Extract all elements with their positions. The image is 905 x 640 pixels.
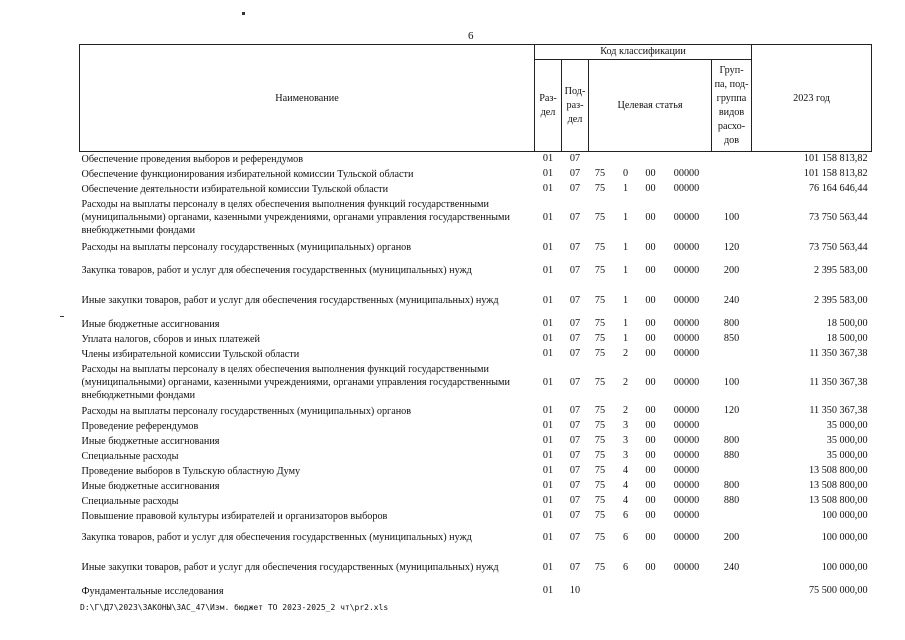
row-target-subprogram: 1 xyxy=(622,183,629,194)
row-target-subprogram: 1 xyxy=(622,294,629,306)
row-target-direction xyxy=(640,152,662,167)
row-name: Расходы на выплаты персоналу государственных (муниципальных) органов xyxy=(81,405,412,417)
row-razdel: 01 xyxy=(542,420,554,431)
row-group: 850 xyxy=(723,333,740,344)
row-amount: 73 750 563,44 xyxy=(808,211,868,223)
row-razdel: 01 xyxy=(542,264,554,276)
column-header-classification: Код классификации xyxy=(535,45,752,60)
row-razdel: 01 xyxy=(542,333,554,344)
row-target-subprogram: 4 xyxy=(622,495,629,506)
row-razdel: 01 xyxy=(542,405,554,416)
row-name: Специальные расходы xyxy=(81,495,179,507)
row-amount: 18 500,00 xyxy=(826,318,868,329)
row-razdel: 01 xyxy=(542,348,554,359)
row-razdel: 01 xyxy=(542,211,554,223)
row-target-code xyxy=(662,152,712,167)
row-target-code: 00000 xyxy=(673,405,700,416)
row-name: Иные бюджетные ассигнования xyxy=(81,435,220,447)
row-podrazdel: 07 xyxy=(569,294,581,306)
row-target-code: 00000 xyxy=(673,183,700,194)
row-target-code: 00000 xyxy=(673,531,700,543)
row-target-subprogram: 3 xyxy=(622,450,629,461)
row-name: Иные бюджетные ассигнования xyxy=(81,318,220,330)
row-podrazdel: 07 xyxy=(569,264,581,276)
row-target-direction: 00 xyxy=(645,465,656,476)
table-row xyxy=(80,152,872,167)
row-amount: 18 500,00 xyxy=(826,333,868,344)
table-row xyxy=(80,285,872,317)
row-amount: 35 000,00 xyxy=(826,420,868,431)
row-target-program xyxy=(589,584,612,599)
row-name: Повышение правовой культуры избирателей и организаторов выборов xyxy=(81,510,388,522)
row-name: Расходы на выплаты персоналу в целях обеспечения выполнения функций государственными (муниципальными) органами, казенными учреждениями, органами управления государственными внебюджетными фондами xyxy=(81,364,510,401)
row-target-direction: 00 xyxy=(645,450,656,461)
row-target-code: 00000 xyxy=(673,294,700,306)
row-amount: 100 000,00 xyxy=(821,510,868,521)
row-group xyxy=(712,509,752,524)
row-group: 240 xyxy=(723,294,740,306)
row-name: Закупка товаров, работ и услуг для обеспечения государственных (муниципальных) нужд xyxy=(81,265,472,276)
row-target-direction xyxy=(640,584,662,599)
row-podrazdel: 07 xyxy=(569,435,581,446)
row-target-direction: 00 xyxy=(645,480,656,491)
row-target-subprogram: 6 xyxy=(622,531,629,543)
table-row xyxy=(80,552,872,584)
row-target-code xyxy=(662,584,712,599)
table-row xyxy=(80,494,872,509)
row-amount: 35 000,00 xyxy=(826,435,868,446)
row-target-program: 75 xyxy=(594,510,606,521)
row-target-subprogram: 1 xyxy=(622,241,629,253)
row-target-code: 00000 xyxy=(673,348,700,359)
row-amount: 101 158 813,82 xyxy=(803,168,868,179)
row-group: 800 xyxy=(723,318,740,329)
row-amount: 75 500 000,00 xyxy=(808,585,868,596)
row-target-code: 00000 xyxy=(673,480,700,491)
row-podrazdel: 07 xyxy=(569,241,581,253)
row-target-program: 75 xyxy=(594,480,606,491)
row-name: Члены избирательной комиссии Тульской области xyxy=(81,348,300,360)
table-row xyxy=(80,317,872,332)
row-name: Специальные расходы xyxy=(81,450,179,462)
row-target-subprogram xyxy=(612,152,640,167)
row-razdel: 01 xyxy=(542,168,554,179)
row-target-subprogram: 2 xyxy=(622,376,629,388)
row-target-code: 00000 xyxy=(673,561,700,573)
row-name: Обеспечение функционирования избирательной комиссии Тульской области xyxy=(81,168,414,180)
row-amount: 2 395 583,00 xyxy=(814,264,868,276)
row-group: 800 xyxy=(723,435,740,446)
row-target-direction: 00 xyxy=(645,348,656,359)
table-row xyxy=(80,332,872,347)
row-amount: 11 350 367,38 xyxy=(809,405,868,416)
row-name: Расходы на выплаты персоналу в целях обеспечения выполнения функций государственными (муниципальными) органами, казенными учреждениями, органами управления государственными внебюджетными фондами xyxy=(81,199,510,236)
row-group xyxy=(712,347,752,362)
row-group xyxy=(712,419,752,434)
row-podrazdel: 07 xyxy=(569,450,581,461)
table-row xyxy=(80,434,872,449)
row-target-program: 75 xyxy=(594,241,606,253)
column-header-name: Наименование xyxy=(80,45,535,152)
row-group: 240 xyxy=(723,561,740,573)
row-amount: 76 164 646,44 xyxy=(808,183,868,194)
row-target-subprogram: 3 xyxy=(622,420,629,431)
row-target-subprogram: 4 xyxy=(622,480,629,491)
row-target-subprogram: 1 xyxy=(622,318,629,329)
row-target-program: 75 xyxy=(594,495,606,506)
row-target-direction: 00 xyxy=(645,376,656,388)
row-amount: 13 508 800,00 xyxy=(808,495,868,506)
row-amount: 11 350 367,38 xyxy=(809,348,868,359)
row-razdel: 01 xyxy=(542,318,554,329)
row-podrazdel: 07 xyxy=(569,318,581,329)
table-row xyxy=(80,347,872,362)
row-group: 200 xyxy=(723,264,740,276)
row-amount: 101 158 813,82 xyxy=(803,153,868,165)
row-target-program: 75 xyxy=(594,183,606,194)
row-target-subprogram: 3 xyxy=(622,435,629,446)
row-name: Уплата налогов, сборов и иных платежей xyxy=(81,333,260,345)
row-name: Обеспечение проведения выборов и референдумов xyxy=(81,153,304,165)
row-group: 120 xyxy=(723,241,740,253)
row-amount: 100 000,00 xyxy=(821,561,868,573)
row-name: Иные закупки товаров, работ и услуг для обеспечения государственных (муниципальных) нужд xyxy=(81,295,499,306)
row-target-direction: 00 xyxy=(645,531,656,543)
row-target-subprogram xyxy=(612,584,640,599)
table-row xyxy=(80,509,872,524)
table-row xyxy=(80,362,872,404)
row-amount: 73 750 563,44 xyxy=(808,241,868,253)
row-target-code: 00000 xyxy=(673,510,700,521)
row-target-program: 75 xyxy=(594,294,606,306)
row-target-program: 75 xyxy=(594,264,606,276)
page-number: 6 xyxy=(468,30,474,42)
row-target-direction: 00 xyxy=(645,294,656,306)
table-row xyxy=(80,479,872,494)
row-razdel: 01 xyxy=(542,585,554,596)
row-name: Иные закупки товаров, работ и услуг для обеспечения государственных (муниципальных) нужд xyxy=(81,562,499,573)
row-podrazdel: 07 xyxy=(569,153,581,165)
column-header-year: 2023 год xyxy=(752,45,872,152)
row-group xyxy=(712,182,752,197)
row-target-direction: 00 xyxy=(645,264,656,276)
row-razdel: 01 xyxy=(542,183,554,194)
row-podrazdel: 07 xyxy=(569,495,581,506)
row-target-subprogram: 2 xyxy=(622,348,629,359)
table-row xyxy=(80,419,872,434)
row-razdel: 01 xyxy=(542,294,554,306)
row-target-program: 75 xyxy=(594,348,606,359)
row-target-code: 00000 xyxy=(673,420,700,431)
row-razdel: 01 xyxy=(542,495,554,506)
row-podrazdel: 07 xyxy=(569,183,581,194)
row-target-code: 00000 xyxy=(673,450,700,461)
scan-mark xyxy=(60,316,64,317)
column-header-group: Груп- па, под- группа видов расхо- дов xyxy=(712,60,752,152)
row-podrazdel: 07 xyxy=(569,420,581,431)
row-target-subprogram: 4 xyxy=(622,465,629,476)
row-name: Иные бюджетные ассигнования xyxy=(81,480,220,492)
table-row xyxy=(80,167,872,182)
row-target-program: 75 xyxy=(594,168,606,179)
row-target-program: 75 xyxy=(594,333,606,344)
row-target-code: 00000 xyxy=(673,168,700,179)
column-header-podrazdel: Под- раз- дел xyxy=(562,60,589,152)
row-target-program: 75 xyxy=(594,211,606,223)
row-target-direction: 00 xyxy=(645,183,656,194)
row-name: Проведение выборов в Тульскую областную Думу xyxy=(81,465,301,477)
row-target-program xyxy=(589,152,612,167)
table-row xyxy=(80,524,872,552)
table-row xyxy=(80,182,872,197)
row-target-direction: 00 xyxy=(645,211,656,223)
row-podrazdel: 07 xyxy=(569,405,581,416)
scan-mark xyxy=(242,12,245,15)
row-group xyxy=(712,584,752,599)
row-group: 880 xyxy=(723,450,740,461)
row-target-direction: 00 xyxy=(645,168,656,179)
row-razdel: 01 xyxy=(542,531,554,543)
row-target-code: 00000 xyxy=(673,376,700,388)
row-razdel: 01 xyxy=(542,376,554,388)
table-row xyxy=(80,197,872,239)
table-row xyxy=(80,584,872,599)
row-group: 880 xyxy=(723,495,740,506)
row-target-program: 75 xyxy=(594,318,606,329)
row-target-subprogram: 6 xyxy=(622,510,629,521)
file-path: D:\Г\Д7\2023\ЗАКОНЫ\ЗАС_47\Изм. бюджет ТО 2023-2025_2 чт\pr2.xls xyxy=(80,603,389,612)
column-header-razdel: Раз- дел xyxy=(535,60,562,152)
row-target-program: 75 xyxy=(594,450,606,461)
row-name: Расходы на выплаты персоналу государственных (муниципальных) органов xyxy=(81,242,412,253)
row-target-direction: 00 xyxy=(645,241,656,253)
table-row xyxy=(80,464,872,479)
row-name: Обеспечение деятельности избирательной комиссии Тульской области xyxy=(81,183,389,195)
row-target-direction: 00 xyxy=(645,420,656,431)
row-target-code: 00000 xyxy=(673,264,700,276)
row-target-program: 75 xyxy=(594,465,606,476)
table-body xyxy=(80,152,872,599)
row-amount: 2 395 583,00 xyxy=(814,294,868,306)
row-target-code: 00000 xyxy=(673,318,700,329)
row-podrazdel: 07 xyxy=(569,168,581,179)
row-target-subprogram: 1 xyxy=(622,264,629,276)
row-name: Проведение референдумов xyxy=(81,420,199,432)
row-group: 100 xyxy=(723,211,740,223)
row-group: 800 xyxy=(723,480,740,491)
row-target-direction: 00 xyxy=(645,435,656,446)
table-row xyxy=(80,449,872,464)
row-target-code: 00000 xyxy=(673,211,700,223)
row-razdel: 01 xyxy=(542,465,554,476)
row-target-program: 75 xyxy=(594,561,606,573)
row-group xyxy=(712,464,752,479)
row-amount: 100 000,00 xyxy=(821,531,868,543)
row-podrazdel: 07 xyxy=(569,531,581,543)
row-target-subprogram: 0 xyxy=(622,168,629,179)
row-podrazdel: 07 xyxy=(569,480,581,491)
row-target-code: 00000 xyxy=(673,241,700,253)
row-target-direction: 00 xyxy=(645,561,656,573)
row-target-code: 00000 xyxy=(673,495,700,506)
column-header-target: Целевая статья xyxy=(589,60,712,152)
row-amount: 35 000,00 xyxy=(826,450,868,461)
row-target-program: 75 xyxy=(594,420,606,431)
row-target-code: 00000 xyxy=(673,465,700,476)
row-target-direction: 00 xyxy=(645,495,656,506)
row-podrazdel: 07 xyxy=(569,348,581,359)
row-amount: 13 508 800,00 xyxy=(808,480,868,491)
row-target-program: 75 xyxy=(594,531,606,543)
row-target-subprogram: 1 xyxy=(622,333,629,344)
row-target-direction: 00 xyxy=(645,318,656,329)
row-razdel: 01 xyxy=(542,435,554,446)
table-row xyxy=(80,257,872,285)
row-razdel: 01 xyxy=(542,510,554,521)
row-target-subprogram: 6 xyxy=(622,561,629,573)
row-podrazdel: 07 xyxy=(569,510,581,521)
row-podrazdel: 07 xyxy=(569,211,581,223)
row-amount: 13 508 800,00 xyxy=(808,465,868,476)
row-razdel: 01 xyxy=(542,450,554,461)
row-podrazdel: 10 xyxy=(569,585,581,596)
row-target-program: 75 xyxy=(594,435,606,446)
table-row xyxy=(80,239,872,257)
row-razdel: 01 xyxy=(542,153,554,165)
row-target-program: 75 xyxy=(594,376,606,388)
row-podrazdel: 07 xyxy=(569,376,581,388)
row-target-code: 00000 xyxy=(673,435,700,446)
row-razdel: 01 xyxy=(542,241,554,253)
row-name: Закупка товаров, работ и услуг для обеспечения государственных (муниципальных) нужд xyxy=(81,532,472,543)
row-target-subprogram: 2 xyxy=(622,405,629,416)
row-group: 120 xyxy=(723,405,740,416)
row-target-direction: 00 xyxy=(645,405,656,416)
row-group xyxy=(712,152,752,167)
table-row xyxy=(80,404,872,419)
budget-table xyxy=(79,44,872,599)
row-amount: 11 350 367,38 xyxy=(809,376,868,388)
row-group: 200 xyxy=(723,531,740,543)
row-group xyxy=(712,167,752,182)
row-razdel: 01 xyxy=(542,561,554,573)
row-group: 100 xyxy=(723,376,740,388)
row-podrazdel: 07 xyxy=(569,561,581,573)
row-target-program: 75 xyxy=(594,405,606,416)
row-podrazdel: 07 xyxy=(569,465,581,476)
row-name: Фундаментальные исследования xyxy=(81,585,224,597)
row-target-code: 00000 xyxy=(673,333,700,344)
row-target-direction: 00 xyxy=(645,333,656,344)
row-target-subprogram: 1 xyxy=(622,211,629,223)
row-razdel: 01 xyxy=(542,480,554,491)
row-podrazdel: 07 xyxy=(569,333,581,344)
row-target-direction: 00 xyxy=(645,510,656,521)
